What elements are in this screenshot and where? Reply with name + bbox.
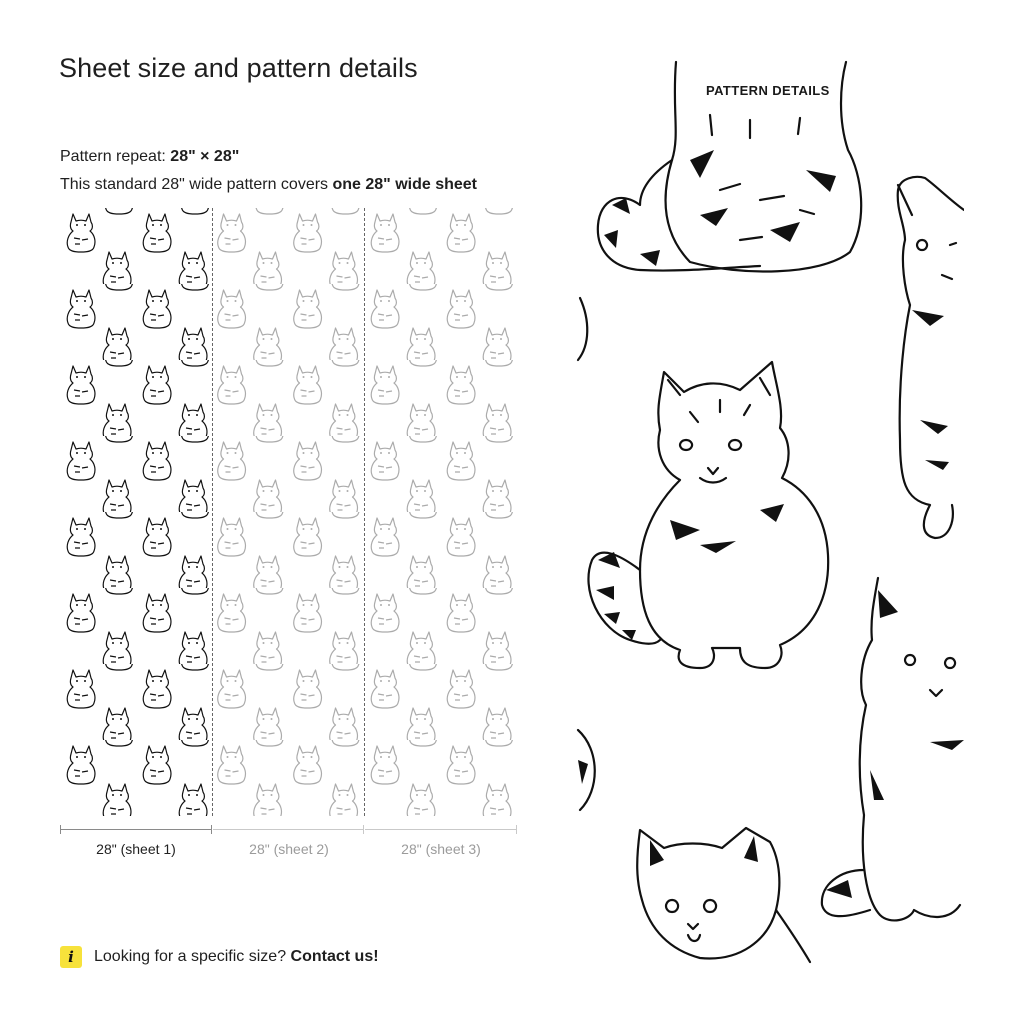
sheet-2-label: 28" (sheet 2): [249, 841, 329, 857]
contact-link[interactable]: Contact us!: [290, 948, 379, 965]
pattern-preview: [60, 208, 517, 816]
sheet-2-measure: [213, 829, 364, 831]
pattern-repeat-text: Pattern repeat: 28" × 28": [60, 148, 240, 165]
sheet-1-label: 28" (sheet 1): [96, 841, 176, 857]
info-icon: i: [60, 946, 82, 968]
sheet-3-preview: [365, 208, 517, 816]
sheet-divider: [364, 208, 365, 816]
pattern-details-label: PATTERN DETAILS: [706, 83, 830, 98]
size-info: [60, 946, 379, 968]
sheet-divider: [212, 208, 213, 816]
cat-drawing-right-top: [898, 177, 964, 538]
cat-illustration: [576, 60, 964, 965]
cat-drawing-right-bottom: [822, 578, 964, 920]
sheet-3-measure: [365, 829, 517, 831]
sheet-2-preview: [212, 208, 365, 816]
sheet-1-measure: [60, 829, 212, 831]
cat-drawing-center: [588, 362, 828, 668]
cat-drawing-bottom: [637, 828, 810, 962]
sheet-3-label: 28" (sheet 3): [401, 841, 481, 857]
cat-edge-left-top: [578, 298, 587, 360]
coverage-emphasis: one 28" wide sheet: [332, 176, 478, 193]
pattern-repeat-value: 28" × 28": [170, 148, 240, 165]
size-info-text: Looking for a specific size? Contact us!: [94, 948, 379, 965]
page-title: Sheet size and pattern details: [59, 53, 418, 83]
coverage-text: This standard 28" wide pattern covers one 28" wide sheet: [60, 176, 478, 193]
pattern-detail-image: [576, 60, 964, 965]
sheet-1-preview: [60, 208, 212, 816]
